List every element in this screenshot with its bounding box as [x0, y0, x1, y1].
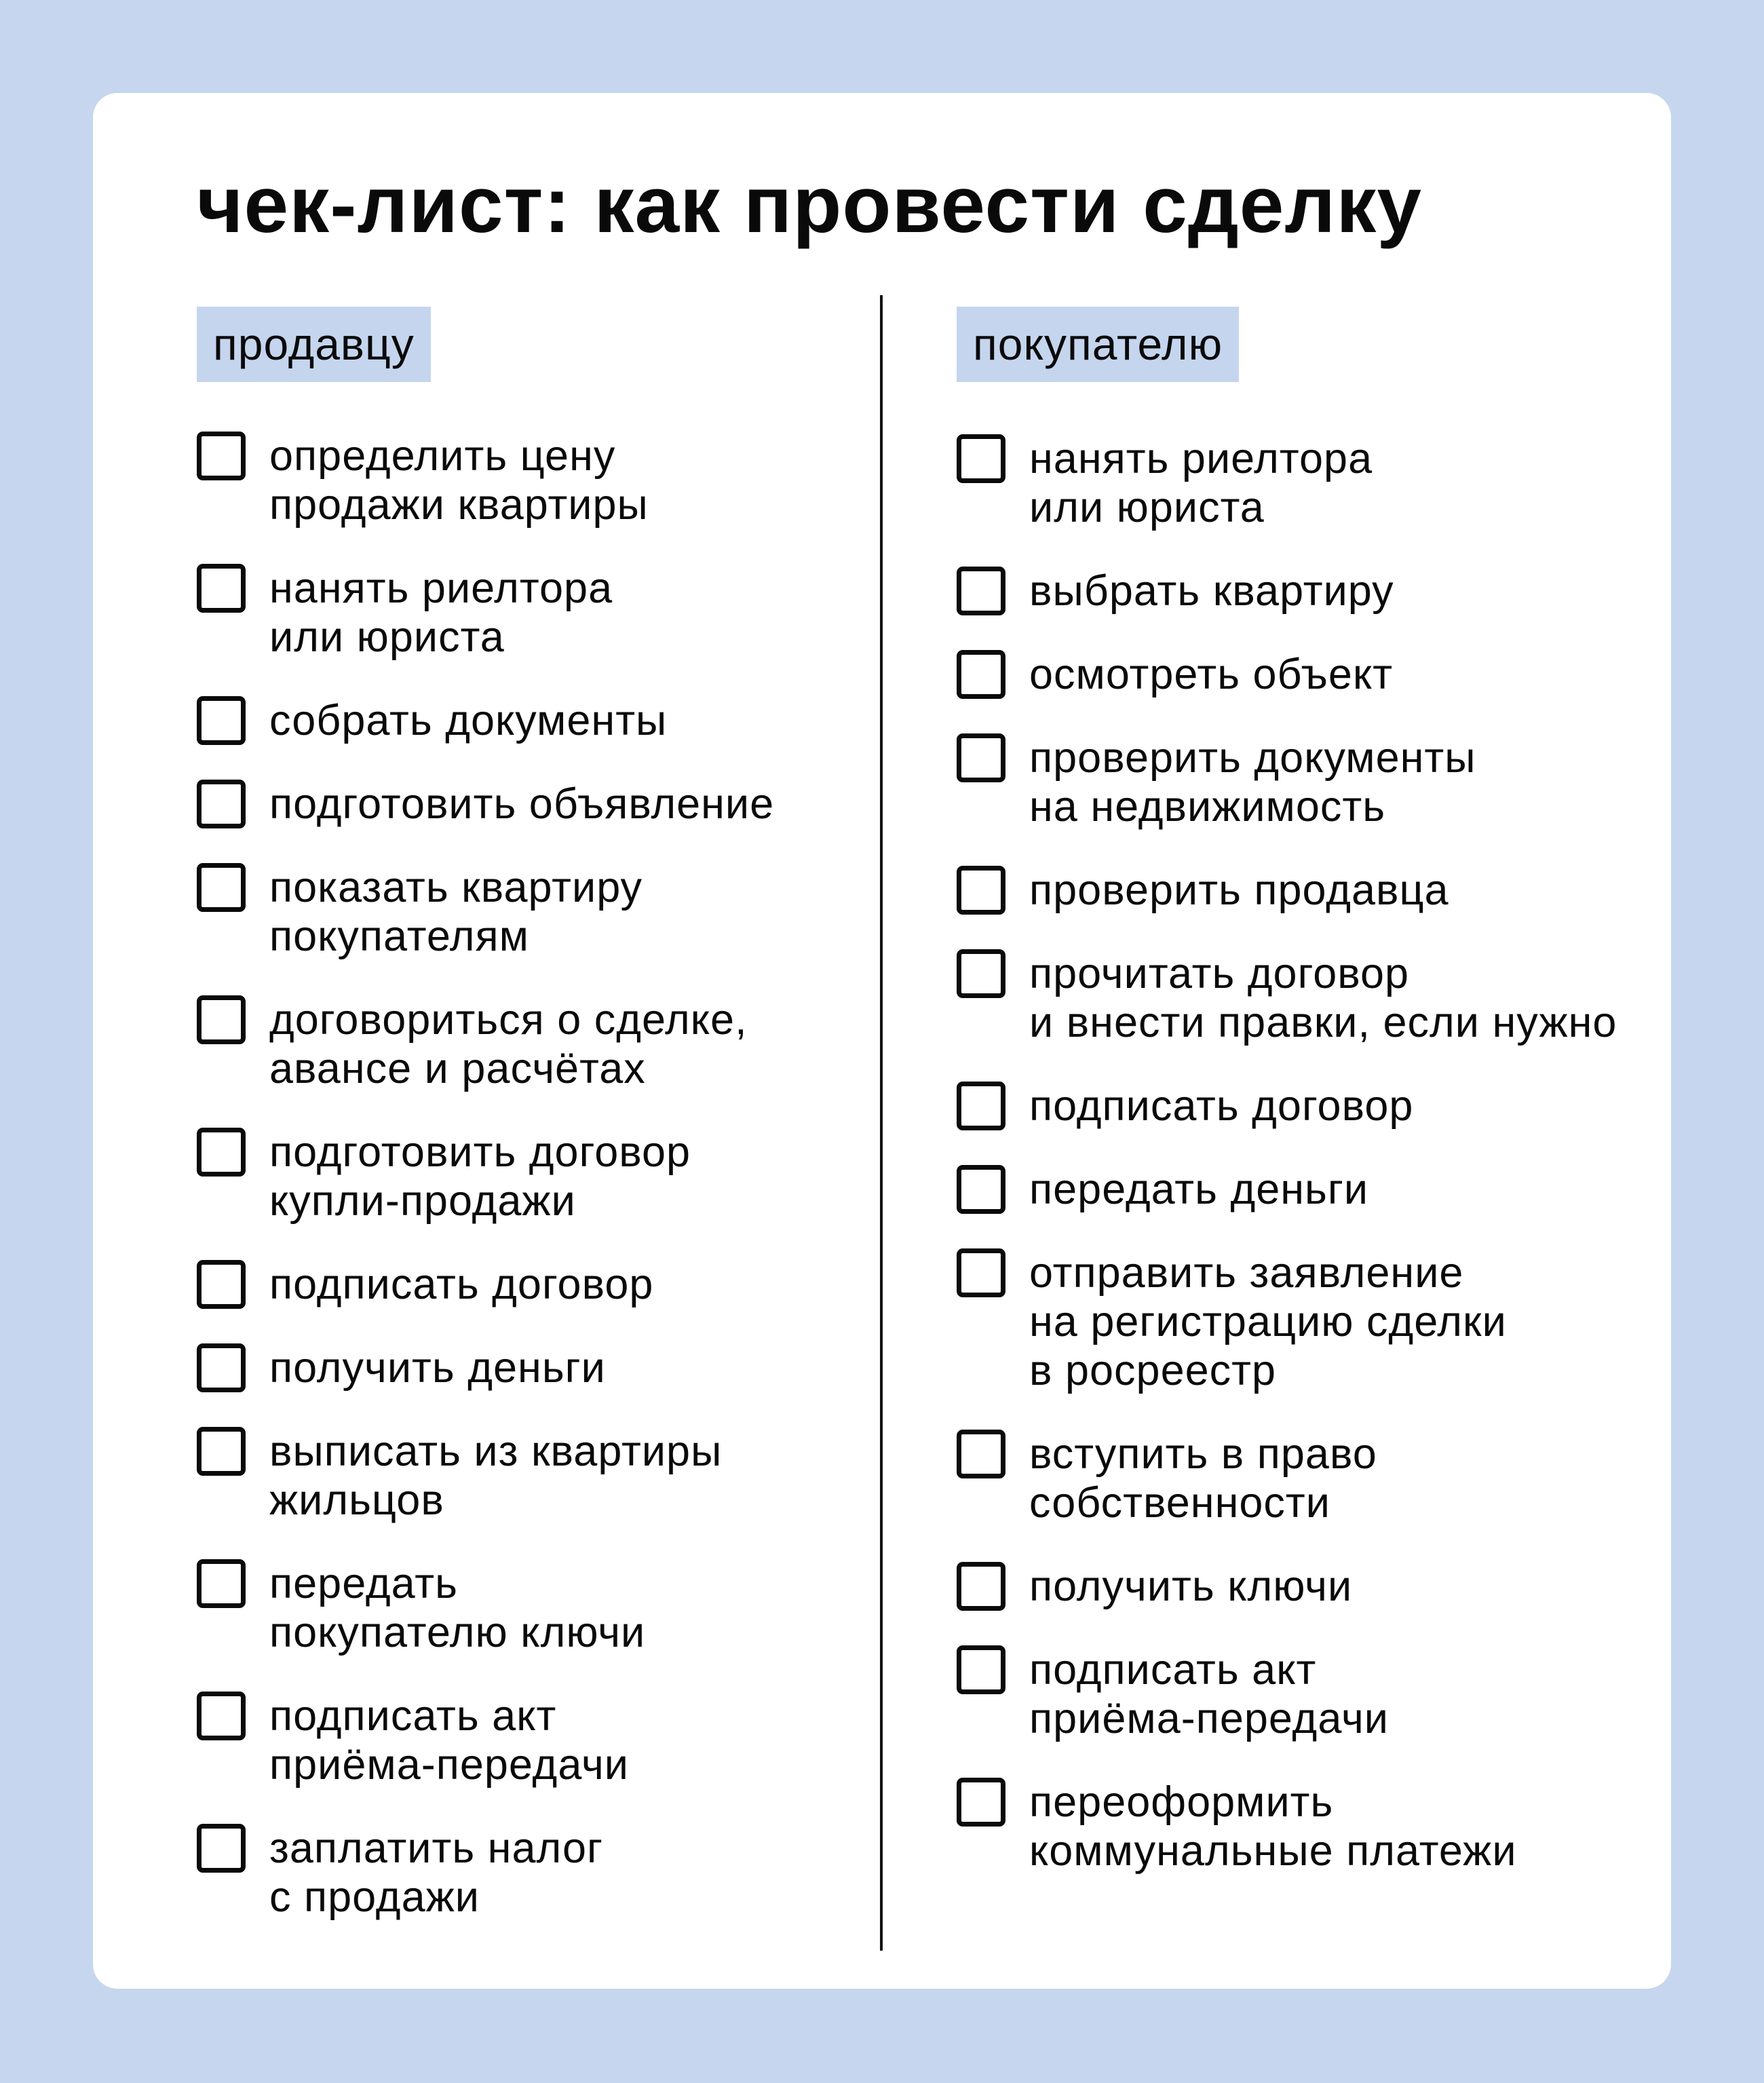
- seller-checklist: [197, 432, 774, 1922]
- checklist-item[interactable]: [957, 650, 1617, 699]
- checklist-item-label: прочитать договор и внести правки, если нужно: [1029, 950, 1617, 1046]
- checklist-item-label: получить ключи: [1029, 1563, 1353, 1610]
- checklist-item-label: передать покупателю ключи: [269, 1560, 646, 1656]
- checkbox[interactable]: [197, 1343, 246, 1392]
- checkbox[interactable]: [197, 432, 246, 480]
- checklist-item[interactable]: [197, 780, 774, 828]
- page-title: чек-лист: как провести сделку: [197, 160, 1423, 250]
- checklist-item-label: проверить продавца: [1029, 866, 1449, 914]
- seller-column: [197, 307, 774, 1922]
- checklist-item[interactable]: [197, 1824, 774, 1922]
- checkbox[interactable]: [197, 863, 246, 912]
- checklist-item-label: подписать договор: [1029, 1082, 1414, 1130]
- checklist-item-label: подготовить объявление: [269, 780, 775, 828]
- checklist-item[interactable]: [957, 1165, 1617, 1214]
- checkbox[interactable]: [957, 1645, 1005, 1694]
- checklist-item-label: переоформить коммунальные платежи: [1029, 1778, 1517, 1875]
- checklist-item-label: выписать из квартиры жильцов: [269, 1428, 723, 1524]
- checkbox[interactable]: [957, 1082, 1005, 1130]
- checkbox[interactable]: [957, 650, 1005, 699]
- checkbox[interactable]: [197, 1427, 246, 1476]
- checklist-item[interactable]: [957, 1562, 1617, 1611]
- checklist-item-label: договориться о сделке, авансе и расчётах: [269, 996, 748, 1092]
- checklist-item-label: собрать документы: [269, 697, 668, 744]
- checkbox[interactable]: [197, 995, 246, 1044]
- checklist-item-label: получить деньги: [269, 1344, 606, 1392]
- checklist-item-label: подписать договор: [269, 1261, 654, 1308]
- checkbox[interactable]: [957, 567, 1005, 615]
- checklist-item-label: проверить документы на недвижимость: [1029, 734, 1476, 830]
- checklist-item[interactable]: [957, 1430, 1617, 1527]
- checkbox[interactable]: [957, 434, 1005, 483]
- checklist-item-label: нанять риелтора или юриста: [269, 565, 613, 661]
- checkbox[interactable]: [197, 780, 246, 828]
- checklist-item[interactable]: [957, 1082, 1617, 1130]
- checklist-item-label: вступить в право собственности: [1029, 1430, 1377, 1527]
- checklist-item[interactable]: [957, 1248, 1617, 1395]
- checkbox[interactable]: [197, 1824, 246, 1873]
- checklist-item[interactable]: [197, 1343, 774, 1392]
- checklist-item-label: определить цену продажи квартиры: [269, 432, 649, 529]
- checkbox[interactable]: [197, 1692, 246, 1740]
- checklist-item[interactable]: [957, 567, 1617, 615]
- checklist-item-label: подготовить договор купли-продажи: [269, 1128, 691, 1225]
- checklist-item[interactable]: [197, 564, 774, 662]
- checkbox[interactable]: [197, 1260, 246, 1309]
- checklist-item[interactable]: [957, 866, 1617, 915]
- buyer-tag: покупателю: [957, 307, 1239, 382]
- checkbox[interactable]: [957, 1562, 1005, 1611]
- checklist-item-label: осмотреть объект: [1029, 651, 1394, 698]
- column-divider: [880, 295, 883, 1951]
- checkbox[interactable]: [957, 1248, 1005, 1297]
- checkbox[interactable]: [957, 1430, 1005, 1478]
- checklist-item[interactable]: [197, 1260, 774, 1309]
- seller-tag: продавцу: [197, 307, 431, 382]
- checkbox[interactable]: [197, 696, 246, 745]
- checklist-item[interactable]: [197, 1128, 774, 1225]
- checkbox[interactable]: [957, 1778, 1005, 1827]
- checklist-item-label: показать квартиру покупателям: [269, 864, 643, 960]
- checklist-item[interactable]: [957, 434, 1617, 532]
- checklist-item-label: выбрать квартиру: [1029, 567, 1394, 615]
- checkbox[interactable]: [197, 1559, 246, 1608]
- checkbox[interactable]: [957, 1165, 1005, 1214]
- checklist-item[interactable]: [197, 1692, 774, 1789]
- checklist-item[interactable]: [197, 432, 774, 529]
- checklist-item[interactable]: [957, 1645, 1617, 1743]
- checklist-item[interactable]: [957, 733, 1617, 831]
- checklist-item-label: нанять риелтора или юриста: [1029, 435, 1373, 531]
- checklist-item[interactable]: [197, 1559, 774, 1657]
- checkbox[interactable]: [957, 866, 1005, 915]
- checklist-item[interactable]: [957, 949, 1617, 1047]
- checklist-item-label: заплатить налог с продажи: [269, 1824, 603, 1921]
- checklist-item-label: подписать акт приёма-передачи: [1029, 1646, 1389, 1742]
- checklist-item[interactable]: [197, 863, 774, 961]
- buyer-checklist: [957, 434, 1617, 1875]
- checklist-item-label: передать деньги: [1029, 1166, 1369, 1213]
- buyer-column: [957, 307, 1617, 1875]
- checklist-item[interactable]: [197, 1427, 774, 1525]
- checklist-item-label: подписать акт приёма-передачи: [269, 1692, 629, 1789]
- checklist-item-label: отправить заявление на регистрацию сделки в росреестр: [1029, 1249, 1507, 1394]
- checkbox[interactable]: [197, 1128, 246, 1177]
- checklist-item[interactable]: [957, 1778, 1617, 1875]
- checkbox[interactable]: [957, 733, 1005, 782]
- checkbox[interactable]: [197, 564, 246, 613]
- checklist-item[interactable]: [197, 995, 774, 1093]
- checkbox[interactable]: [957, 949, 1005, 998]
- checklist-item[interactable]: [197, 696, 774, 745]
